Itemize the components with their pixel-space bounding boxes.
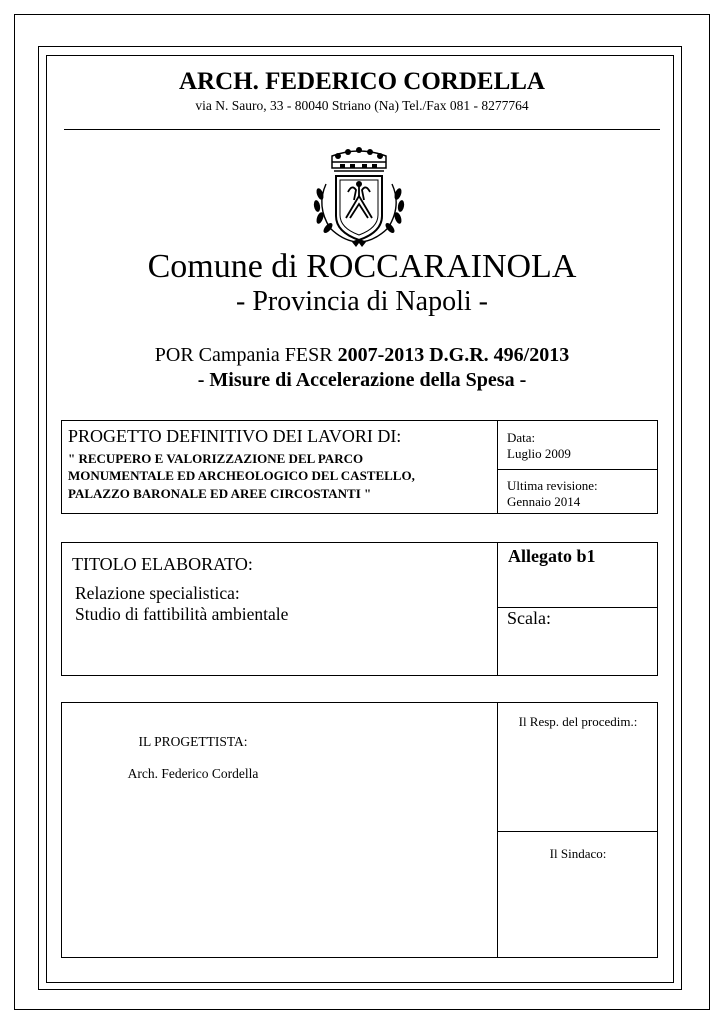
revision-label: Ultima revisione: — [507, 478, 598, 493]
mayor-label: Il Sindaco: — [549, 846, 607, 861]
designer-name: Arch. Federico Cordella — [127, 766, 259, 781]
project-box-divider-h — [497, 469, 658, 470]
project-title-line-1: " RECUPERO E VALORIZZAZIONE DEL PARCO — [68, 451, 364, 466]
date-value: Luglio 2009 — [507, 446, 571, 461]
funding-line — [0, 344, 724, 367]
project-title-line-3: PALAZZO BARONALE ED AREE CIRCOSTANTI " — [68, 486, 372, 501]
project-title-line-2: MONUMENTALE ED ARCHEOLOGICO DEL CASTELLO, — [68, 468, 415, 483]
revision-value: Gennaio 2014 — [507, 494, 581, 509]
document-box-divider-v — [497, 542, 498, 676]
attachment-code: Allegato b1 — [508, 546, 596, 566]
designer-label: IL PROGETTISTA: — [138, 734, 248, 749]
municipality-name: Comune di ROCCARAINOLA — [147, 248, 577, 285]
scale-label: Scala: — [507, 608, 551, 628]
province-name: - Provincia di Napoli - — [236, 286, 488, 317]
funding-subtitle: - Misure di Accelerazione della Spesa - — [197, 369, 527, 391]
signatures-box-divider-v — [497, 702, 498, 958]
coat-of-arms-emblem — [302, 144, 416, 248]
document-title-label: TITOLO ELABORATO: — [72, 554, 253, 574]
date-label: Data: — [507, 430, 536, 445]
funding-decree: 2007-2013 D.G.R. 496/2013 — [337, 344, 570, 366]
architect-address: via N. Sauro, 33 - 80040 Striano (Na) Tel./Fax 081 - 8277764 — [195, 98, 529, 113]
project-box-divider-v — [497, 420, 498, 514]
document-title-line-1: Relazione specialistica: — [75, 583, 240, 603]
document-title-line-2: Studio di fattibilità ambientale — [75, 604, 289, 624]
procedure-manager-label: Il Resp. del procedim.: — [518, 714, 638, 729]
header-divider — [64, 129, 660, 130]
funding-program: POR Campania FESR — [154, 344, 338, 366]
architect-name: ARCH. FEDERICO CORDELLA — [178, 68, 545, 95]
signatures-box-divider-h — [497, 831, 658, 832]
project-heading: PROGETTO DEFINITIVO DEI LAVORI DI: — [68, 426, 402, 446]
